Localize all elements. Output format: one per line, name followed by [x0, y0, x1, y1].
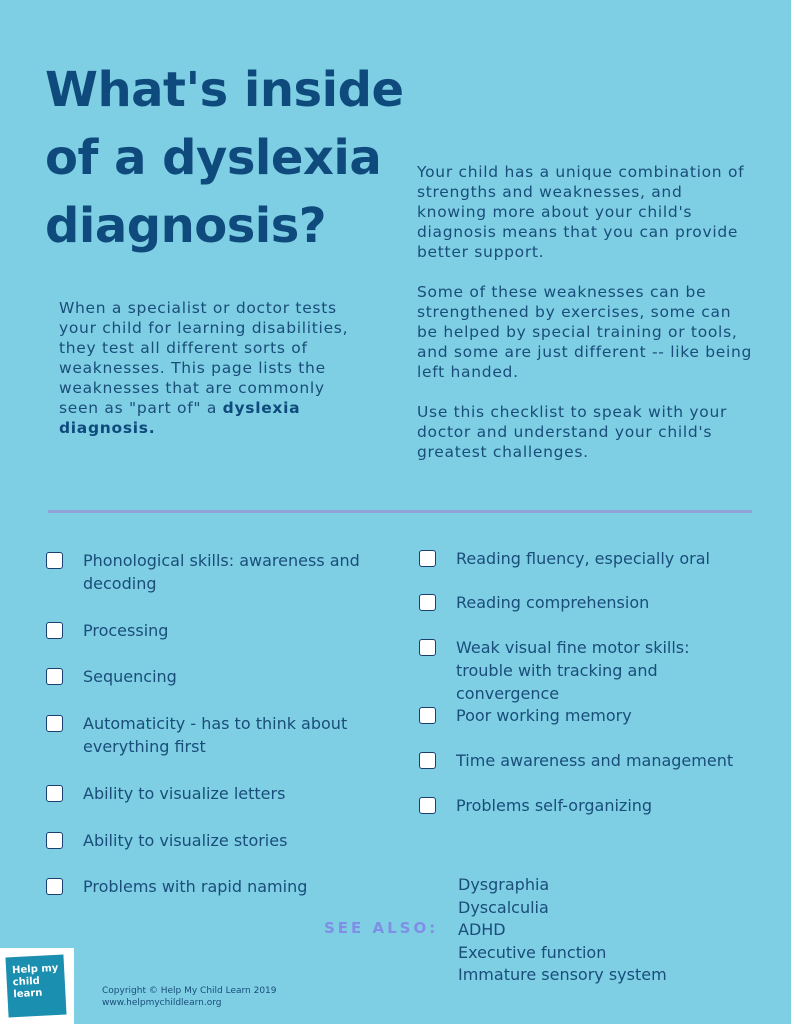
checkbox[interactable]: [419, 550, 436, 567]
logo: [0, 948, 74, 1024]
checkbox[interactable]: [46, 785, 63, 802]
checkbox[interactable]: [46, 622, 63, 639]
divider: [48, 510, 752, 513]
footer: [102, 985, 277, 1009]
checkbox[interactable]: [46, 668, 63, 685]
right-paragraph: Your child has a unique combination of strengths and weaknesses, and knowing more about your child's diagnosis means that you can provide better support.: [417, 163, 745, 261]
checkbox[interactable]: [46, 552, 63, 569]
right-paragraph: Some of these weaknesses can be strengthened by exercises, some can be helped by special training or tools, and some are just different -- like being left handed.: [417, 283, 753, 381]
checkbox[interactable]: [46, 878, 63, 895]
checklist-label: Time awareness and management: [456, 751, 734, 770]
intro-text: When a specialist or doctor tests your child for learning disabilities, they test all different sorts of weaknesses. This page lists the weaknesses that are commonly seen as "part of" a: [59, 299, 349, 417]
checklist-label: Problems with rapid naming: [83, 877, 308, 896]
see-also-item: Executive function: [458, 942, 607, 962]
checklist-label: Ability to visualize letters: [83, 784, 286, 803]
see-also-label: SEE ALSO:: [324, 919, 439, 937]
checklist-label: Poor working memory: [456, 706, 632, 725]
checklist-label: Reading comprehension: [456, 593, 650, 612]
checkbox[interactable]: [419, 594, 436, 611]
copyright-text: Copyright © Help My Child Learn 2019: [102, 986, 277, 996]
checklist-item[interactable]: [46, 829, 373, 852]
checklist-item[interactable]: [46, 665, 373, 688]
checklist-label: Phonological skills: awareness and decoding: [83, 551, 360, 593]
checklist-item[interactable]: [46, 875, 373, 898]
website-url: www.helpmychildlearn.org: [102, 998, 222, 1008]
see-also-list: [458, 874, 667, 987]
checklist-item[interactable]: [419, 547, 746, 570]
checklist-item[interactable]: [46, 619, 373, 642]
checkbox[interactable]: [419, 707, 436, 724]
checkbox[interactable]: [46, 715, 63, 732]
checkbox[interactable]: [419, 752, 436, 769]
checklist-item[interactable]: [419, 704, 746, 727]
intro-bold: dyslexia diagnosis.: [59, 399, 301, 437]
see-also-item: Immature sensory system: [458, 965, 667, 984]
checklist-item[interactable]: [419, 794, 746, 817]
checklist-item[interactable]: [419, 749, 746, 772]
checklist-label: Ability to visualize stories: [83, 831, 288, 850]
checklist-item[interactable]: [419, 591, 746, 614]
checklist-label: Processing: [83, 621, 169, 640]
checkbox[interactable]: [419, 797, 436, 814]
intro-paragraph: [59, 298, 369, 438]
logo-text: Help my child learn: [11, 962, 59, 1001]
see-also-item: Dyscalculia: [458, 897, 549, 917]
checkbox[interactable]: [46, 832, 63, 849]
see-also-item: Dysgraphia: [458, 875, 550, 894]
checklist-item[interactable]: [46, 782, 373, 805]
logo-badge: [5, 955, 66, 1018]
checklist-label: Weak visual fine motor skills: trouble with tracking and convergence: [456, 638, 690, 703]
checklist-item[interactable]: [419, 636, 746, 705]
right-paragraph: Use this checklist to speak with your doctor and understand your child's greatest challenges.: [417, 403, 728, 461]
checklist-label: Reading fluency, especially oral: [456, 549, 710, 568]
checklist-item[interactable]: [46, 549, 373, 595]
checkbox[interactable]: [419, 639, 436, 656]
checklist-label: Automaticity - has to think about everything first: [83, 714, 348, 756]
see-also-item: ADHD: [458, 920, 506, 939]
checklist-item[interactable]: [46, 712, 373, 758]
right-column-text: [417, 162, 757, 482]
checklist-label: Sequencing: [83, 667, 177, 686]
checklist-label: Problems self-organizing: [456, 796, 653, 815]
page-title: What's inside of a dyslexia diagnosis?: [45, 62, 404, 254]
